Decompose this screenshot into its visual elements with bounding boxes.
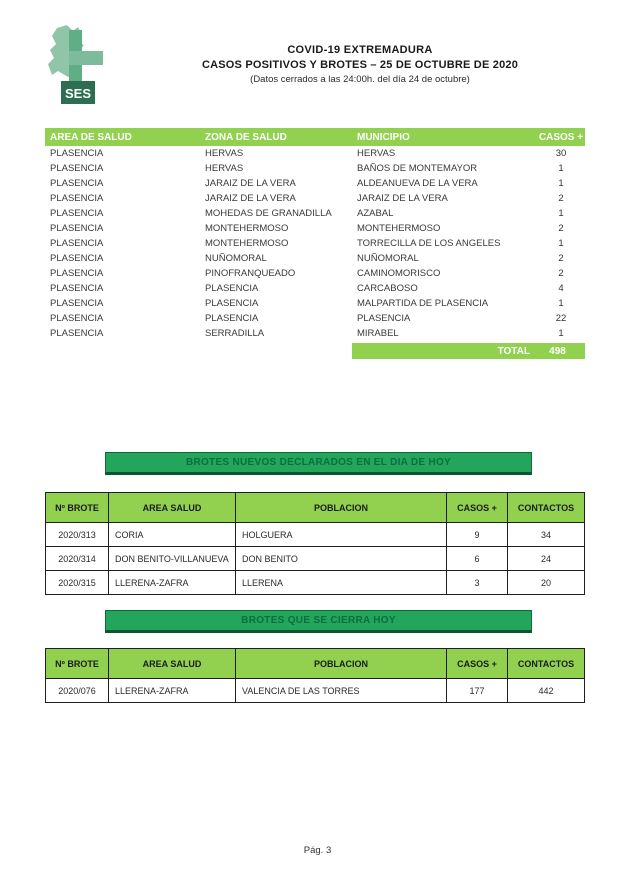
zona-cell: PLASENCIA (205, 283, 259, 294)
table-row (45, 176, 585, 191)
municipio-cell: MIRABEL (357, 328, 399, 339)
total-label: TOTAL (497, 345, 530, 357)
zona-cell: JARAIZ DE LA VERA (205, 178, 296, 189)
col-header-casos: CASOS + (538, 131, 584, 143)
area-cell: PLASENCIA (50, 268, 104, 279)
brote-cell: 2020/076 (46, 679, 108, 702)
page-title: COVID-19 EXTREMADURA (287, 44, 433, 56)
total-value: 498 (549, 345, 566, 357)
title-block (140, 44, 580, 85)
zona-cell: MOHEDAS DE GRANADILLA (205, 208, 332, 219)
casos-cell: 9 (447, 523, 507, 546)
casos-cell: 1 (558, 163, 564, 174)
casos-cell: 1 (558, 238, 564, 249)
contactos-cell: 20 (508, 571, 584, 594)
municipio-cell: HERVAS (357, 148, 396, 159)
new-outbreaks-banner: BROTES NUEVOS DECLARADOS EN EL DIA DE HOY (105, 452, 532, 475)
table-row (45, 146, 585, 161)
zona-cell: PLASENCIA (205, 313, 259, 324)
area-cell: PLASENCIA (50, 253, 104, 264)
area-salud-cell: CORIA (109, 523, 235, 546)
table-row (45, 266, 585, 281)
cases-table (45, 128, 585, 359)
zona-cell: PLASENCIA (205, 298, 259, 309)
brote-cell: 2020/313 (46, 523, 108, 546)
municipio-cell: ALDEANUEVA DE LA VERA (357, 178, 478, 189)
municipio-cell: MONTEHERMOSO (357, 223, 441, 234)
table-row (45, 296, 585, 311)
col-header-area-salud: AREA SALUD (109, 649, 235, 678)
new-outbreaks-table (45, 492, 585, 595)
zona-cell: MONTEHERMOSO (205, 238, 289, 249)
poblacion-cell: HOLGUERA (236, 523, 446, 546)
casos-cell: 1 (558, 178, 564, 189)
logo-text: SES (64, 86, 92, 101)
zona-cell: HERVAS (205, 163, 244, 174)
cases-table-header (45, 128, 585, 146)
col-header-casos: CASOS + (447, 493, 507, 522)
casos-cell: 2 (558, 253, 564, 264)
contactos-cell: 442 (508, 679, 584, 702)
casos-cell: 1 (558, 328, 564, 339)
municipio-cell: JARAIZ DE LA VERA (357, 193, 448, 204)
col-header-brote: Nº BROTE (46, 649, 108, 678)
casos-cell: 6 (447, 547, 507, 570)
table-row (45, 251, 585, 266)
area-cell: PLASENCIA (50, 328, 104, 339)
area-cell: PLASENCIA (50, 193, 104, 204)
col-header-zona: ZONA DE SALUD (205, 131, 287, 143)
area-salud-cell: LLERENA-ZAFRA (109, 679, 235, 702)
col-header-area: AREA DE SALUD (50, 131, 132, 143)
col-header-contactos: CONTACTOS (508, 493, 584, 522)
closed-outbreaks-table (45, 648, 585, 703)
page-number: Pág. 3 (303, 845, 332, 856)
brote-cell: 2020/314 (46, 547, 108, 570)
casos-cell: 2 (558, 193, 564, 204)
table-row (45, 221, 585, 236)
municipio-cell: TORRECILLA DE LOS ANGELES (357, 238, 501, 249)
poblacion-cell: DON BENITO (236, 547, 446, 570)
casos-cell: 22 (555, 313, 567, 324)
col-header-contactos: CONTACTOS (508, 649, 584, 678)
municipio-cell: AZABAL (357, 208, 394, 219)
area-cell: PLASENCIA (50, 313, 104, 324)
col-header-area-salud: AREA SALUD (109, 493, 235, 522)
municipio-cell: PLASENCIA (357, 313, 411, 324)
area-cell: PLASENCIA (50, 238, 104, 249)
table-row (45, 311, 585, 326)
casos-cell: 4 (558, 283, 564, 294)
casos-cell: 1 (558, 298, 564, 309)
area-cell: PLASENCIA (50, 298, 104, 309)
area-cell: PLASENCIA (50, 148, 104, 159)
col-header-casos: CASOS + (447, 649, 507, 678)
table-row (45, 236, 585, 251)
casos-cell: 2 (558, 268, 564, 279)
area-cell: PLASENCIA (50, 178, 104, 189)
poblacion-cell: LLERENA (236, 571, 446, 594)
casos-cell: 1 (558, 208, 564, 219)
page-subtitle: CASOS POSITIVOS Y BROTES – 25 DE OCTUBRE DE 2020 (201, 59, 519, 71)
zona-cell: SERRADILLA (205, 328, 265, 339)
col-header-brote: Nº BROTE (46, 493, 108, 522)
casos-cell: 30 (555, 148, 567, 159)
col-header-municipio: MUNICIPIO (357, 131, 410, 143)
col-header-poblacion: POBLACION (236, 493, 446, 522)
contactos-cell: 34 (508, 523, 584, 546)
zona-cell: HERVAS (205, 148, 244, 159)
municipio-cell: NUÑOMORAL (357, 253, 419, 264)
table-row (45, 326, 585, 341)
table-row (45, 206, 585, 221)
table-row (45, 161, 585, 176)
brote-cell: 2020/315 (46, 571, 108, 594)
area-cell: PLASENCIA (50, 223, 104, 234)
casos-cell: 2 (558, 223, 564, 234)
municipio-cell: CARCABOSO (357, 283, 418, 294)
municipio-cell: CAMINOMORISCO (357, 268, 441, 279)
contactos-cell: 24 (508, 547, 584, 570)
area-cell: PLASENCIA (50, 208, 104, 219)
zona-cell: PINOFRANQUEADO (205, 268, 296, 279)
zona-cell: MONTEHERMOSO (205, 223, 289, 234)
municipio-cell: BAÑOS DE MONTEMAYOR (357, 163, 478, 174)
closed-outbreaks-banner: BROTES QUE SE CIERRA HOY (105, 610, 532, 633)
cases-table-body (45, 146, 585, 341)
area-cell: PLASENCIA (50, 163, 104, 174)
col-header-poblacion: POBLACION (236, 649, 446, 678)
zona-cell: JARAIZ DE LA VERA (205, 193, 296, 204)
table-row (45, 191, 585, 206)
area-salud-cell: DON BENITO-VILLANUEVA (109, 547, 235, 570)
ses-logo-icon (47, 24, 105, 106)
casos-cell: 3 (447, 571, 507, 594)
casos-cell: 177 (447, 679, 507, 702)
zona-cell: NUÑOMORAL (205, 253, 267, 264)
area-cell: PLASENCIA (50, 283, 104, 294)
data-closure-note: (Datos cerrados a las 24:00h. del día 24 de octubre) (250, 74, 470, 85)
table-row (45, 281, 585, 296)
area-salud-cell: LLERENA-ZAFRA (109, 571, 235, 594)
total-bar (352, 343, 585, 359)
poblacion-cell: VALENCIA DE LAS TORRES (236, 679, 446, 702)
municipio-cell: MALPARTIDA DE PLASENCIA (357, 298, 489, 309)
